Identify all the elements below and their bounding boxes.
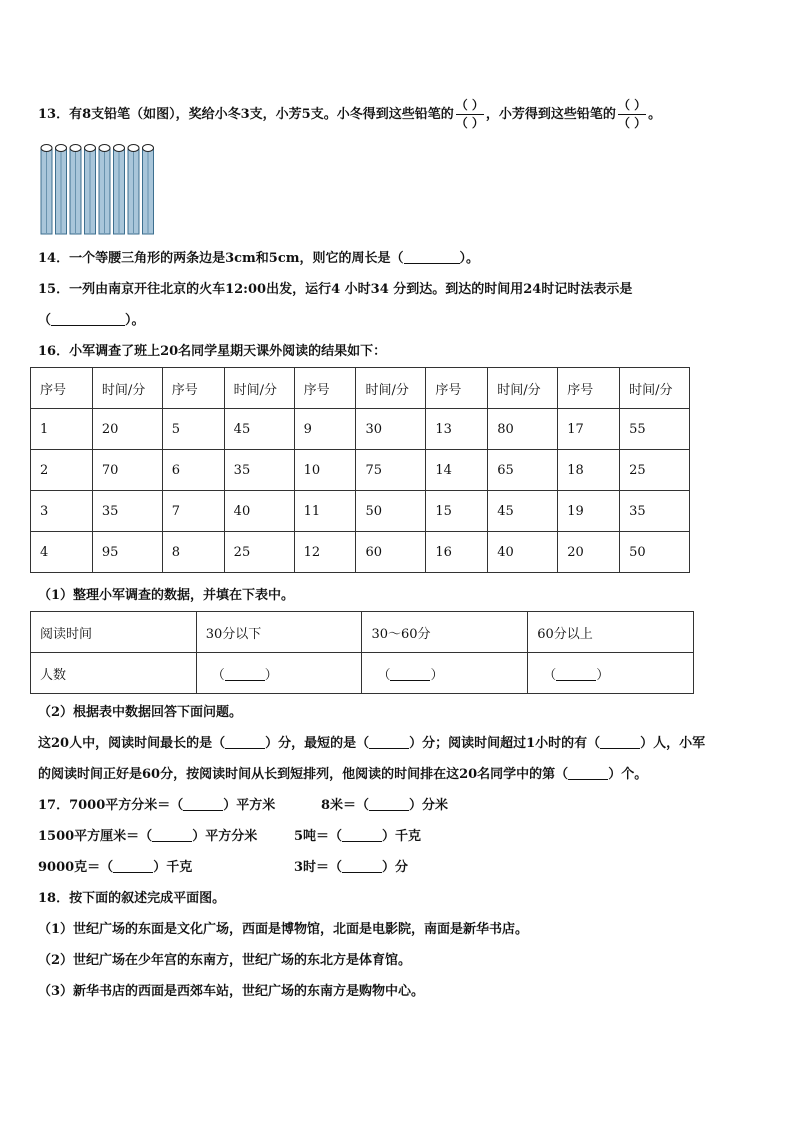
q14-text-before: 14．一个等腰三角形的两条边是3cm和5cm，则它的周长是（ [38,251,404,266]
table-cell: 40 [224,491,294,532]
q17-item: 9000克＝（ ）千克 [38,860,193,875]
q17-item: 5吨＝（ ）千克 [294,829,422,844]
table-cell: 75 [356,450,426,491]
q18-statement-3: （3）新华书店的西面是西郊车站，世纪广场的东南方是购物中心。 [38,984,425,999]
table-cell: 35 [92,491,162,532]
q13-text-a: 13．有8支铅笔（如图），奖给小冬3支，小芳5支。小冬得到这些铅笔的 [38,107,454,122]
conversion-blank[interactable] [342,860,382,873]
q18-title: 18．按下面的叙述完成平面图。 [38,891,226,906]
q14-line [38,251,479,267]
q13-text-c: 。 [648,107,662,122]
pencil-end [99,145,110,152]
table-row [31,450,690,491]
pencil-end [41,145,52,152]
conversion-blank[interactable] [342,829,382,842]
q15-line2 [38,313,145,329]
count-blank[interactable] [225,668,265,681]
q13-text-b: ，小芳得到这些铅笔的 [485,107,616,122]
table-cell: 35 [620,491,690,532]
conversion-blank[interactable] [369,798,409,811]
column-header: 时间/分 [356,368,426,409]
q17-item: 17．7000平方分米＝（ ）平方米 [38,798,276,813]
denominator-blank: （ ） [455,116,484,130]
shortest-time-blank[interactable] [369,736,409,749]
table-cell: 80 [488,409,558,450]
table-cell: 55 [620,409,690,450]
table-cell: 14 [426,450,488,491]
column-header: 时间/分 [620,368,690,409]
table-cell: 70 [92,450,162,491]
column-header: 序号 [558,368,620,409]
conversion-blank[interactable] [183,798,223,811]
table-cell: 7 [162,491,224,532]
q15-open: （ [38,313,52,328]
conversion-blank[interactable] [113,860,153,873]
count-blank[interactable] [390,668,430,681]
summary-table [30,611,694,694]
table-cell: 11 [294,491,356,532]
summary-row-label: 人数 [31,653,197,694]
pencils-figure [38,141,160,236]
table-cell: 15 [426,491,488,532]
table-cell: 60 [356,532,426,573]
table-cell: 1 [31,409,93,450]
column-header: 序号 [162,368,224,409]
pencil-end [85,145,96,152]
table-cell: 6 [162,450,224,491]
fraction-blank-1[interactable] [456,99,484,130]
table-cell: 65 [488,450,558,491]
fraction-blank-2[interactable] [618,99,646,130]
summary-header-row [31,612,694,653]
q13-line [38,99,661,130]
table-cell: 9 [294,409,356,450]
pencil-end [56,145,67,152]
fraction-bar [456,114,484,115]
table-cell: 25 [224,532,294,573]
column-header: 序号 [426,368,488,409]
table-cell: 17 [558,409,620,450]
pencil-end [70,145,81,152]
table-cell: 20 [92,409,162,450]
pencil-end [128,145,139,152]
column-header: 时间/分 [224,368,294,409]
table-cell: 13 [426,409,488,450]
column-header: 序号 [31,368,93,409]
table-cell: 30 [356,409,426,450]
q17-item: 8米＝（ ）分米 [321,798,449,813]
table-cell: 2 [31,450,93,491]
q17-item: 1500平方厘米＝（ ）平方分米 [38,829,258,844]
q14-answer-blank[interactable] [404,251,460,264]
table-cell: 20 [558,532,620,573]
rank-blank[interactable] [568,767,608,780]
q16-part1: （1）整理小军调查的数据，并填在下表中。 [38,588,295,603]
q16-part2: （2）根据表中数据回答下面问题。 [38,705,243,720]
numerator-blank: （ ） [617,98,647,112]
reading-data-table [30,367,690,573]
fraction-bar [618,114,646,115]
table-row [31,532,690,573]
longest-time-blank[interactable] [225,736,265,749]
summary-header: 30分以下 [196,612,362,653]
summary-header: 60分以上 [528,612,694,653]
q15-answer-blank[interactable] [51,313,125,326]
column-header: 时间/分 [92,368,162,409]
q16-part2-line1: 这20人中，阅读时间最长的是（ ）分，最短的是（ ）分；阅读时间超过1小时的有（ ）人，小军 [38,736,706,751]
q18-statement-1: （1）世纪广场的东面是文化广场，西面是博物馆，北面是电影院，南面是新华书店。 [38,922,529,937]
table-cell: 19 [558,491,620,532]
column-header: 序号 [294,368,356,409]
pencil-end [143,145,154,152]
table-cell: 40 [488,532,558,573]
table-cell: 45 [488,491,558,532]
conversion-blank[interactable] [152,829,192,842]
header-row [31,368,690,409]
table-cell: 18 [558,450,620,491]
table-cell: 16 [426,532,488,573]
table-cell: 12 [294,532,356,573]
table-cell: 35 [224,450,294,491]
count-cell-under-30: （ ） [196,653,362,694]
table-cell: 5 [162,409,224,450]
q14-text-after: ）。 [459,251,480,266]
q16-part2-line2: 的阅读时间正好是60分，按阅读时间从长到短排列，他阅读的时间排在这20名同学中的第（ ）个。 [38,767,648,782]
q16-intro: 16．小军调查了班上20名同学星期天课外阅读的结果如下： [38,344,387,359]
q18-statement-2: （2）世纪广场在少年宫的东南方，世纪广场的东北方是体育馆。 [38,953,412,968]
summary-count-row [31,653,694,694]
table-row [31,491,690,532]
count-cell-30-60: （ ） [362,653,528,694]
table-cell: 4 [31,532,93,573]
summary-header: 阅读时间 [31,612,197,653]
denominator-blank: （ ） [617,116,647,130]
table-cell: 25 [620,450,690,491]
table-row [31,409,690,450]
q15-close: ）。 [125,313,145,328]
q15-line1: 15．一列由南京开往北京的火车12:00出发，运行4 小时34 分到达。到达的时间用24时记时法表示是 [38,282,633,297]
table-cell: 45 [224,409,294,450]
summary-header: 30～60分 [362,612,528,653]
table-cell: 10 [294,450,356,491]
count-cell-over-60: （ ） [528,653,694,694]
pencil-end [114,145,125,152]
table-cell: 95 [92,532,162,573]
column-header: 时间/分 [488,368,558,409]
table-cell: 8 [162,532,224,573]
numerator-blank: （ ） [455,98,484,112]
table-cell: 50 [356,491,426,532]
q17-item: 3时＝（ ）分 [294,860,409,875]
count-blank[interactable] [556,668,596,681]
over-hour-count-blank[interactable] [600,736,640,749]
table-cell: 50 [620,532,690,573]
table-cell: 3 [31,491,93,532]
